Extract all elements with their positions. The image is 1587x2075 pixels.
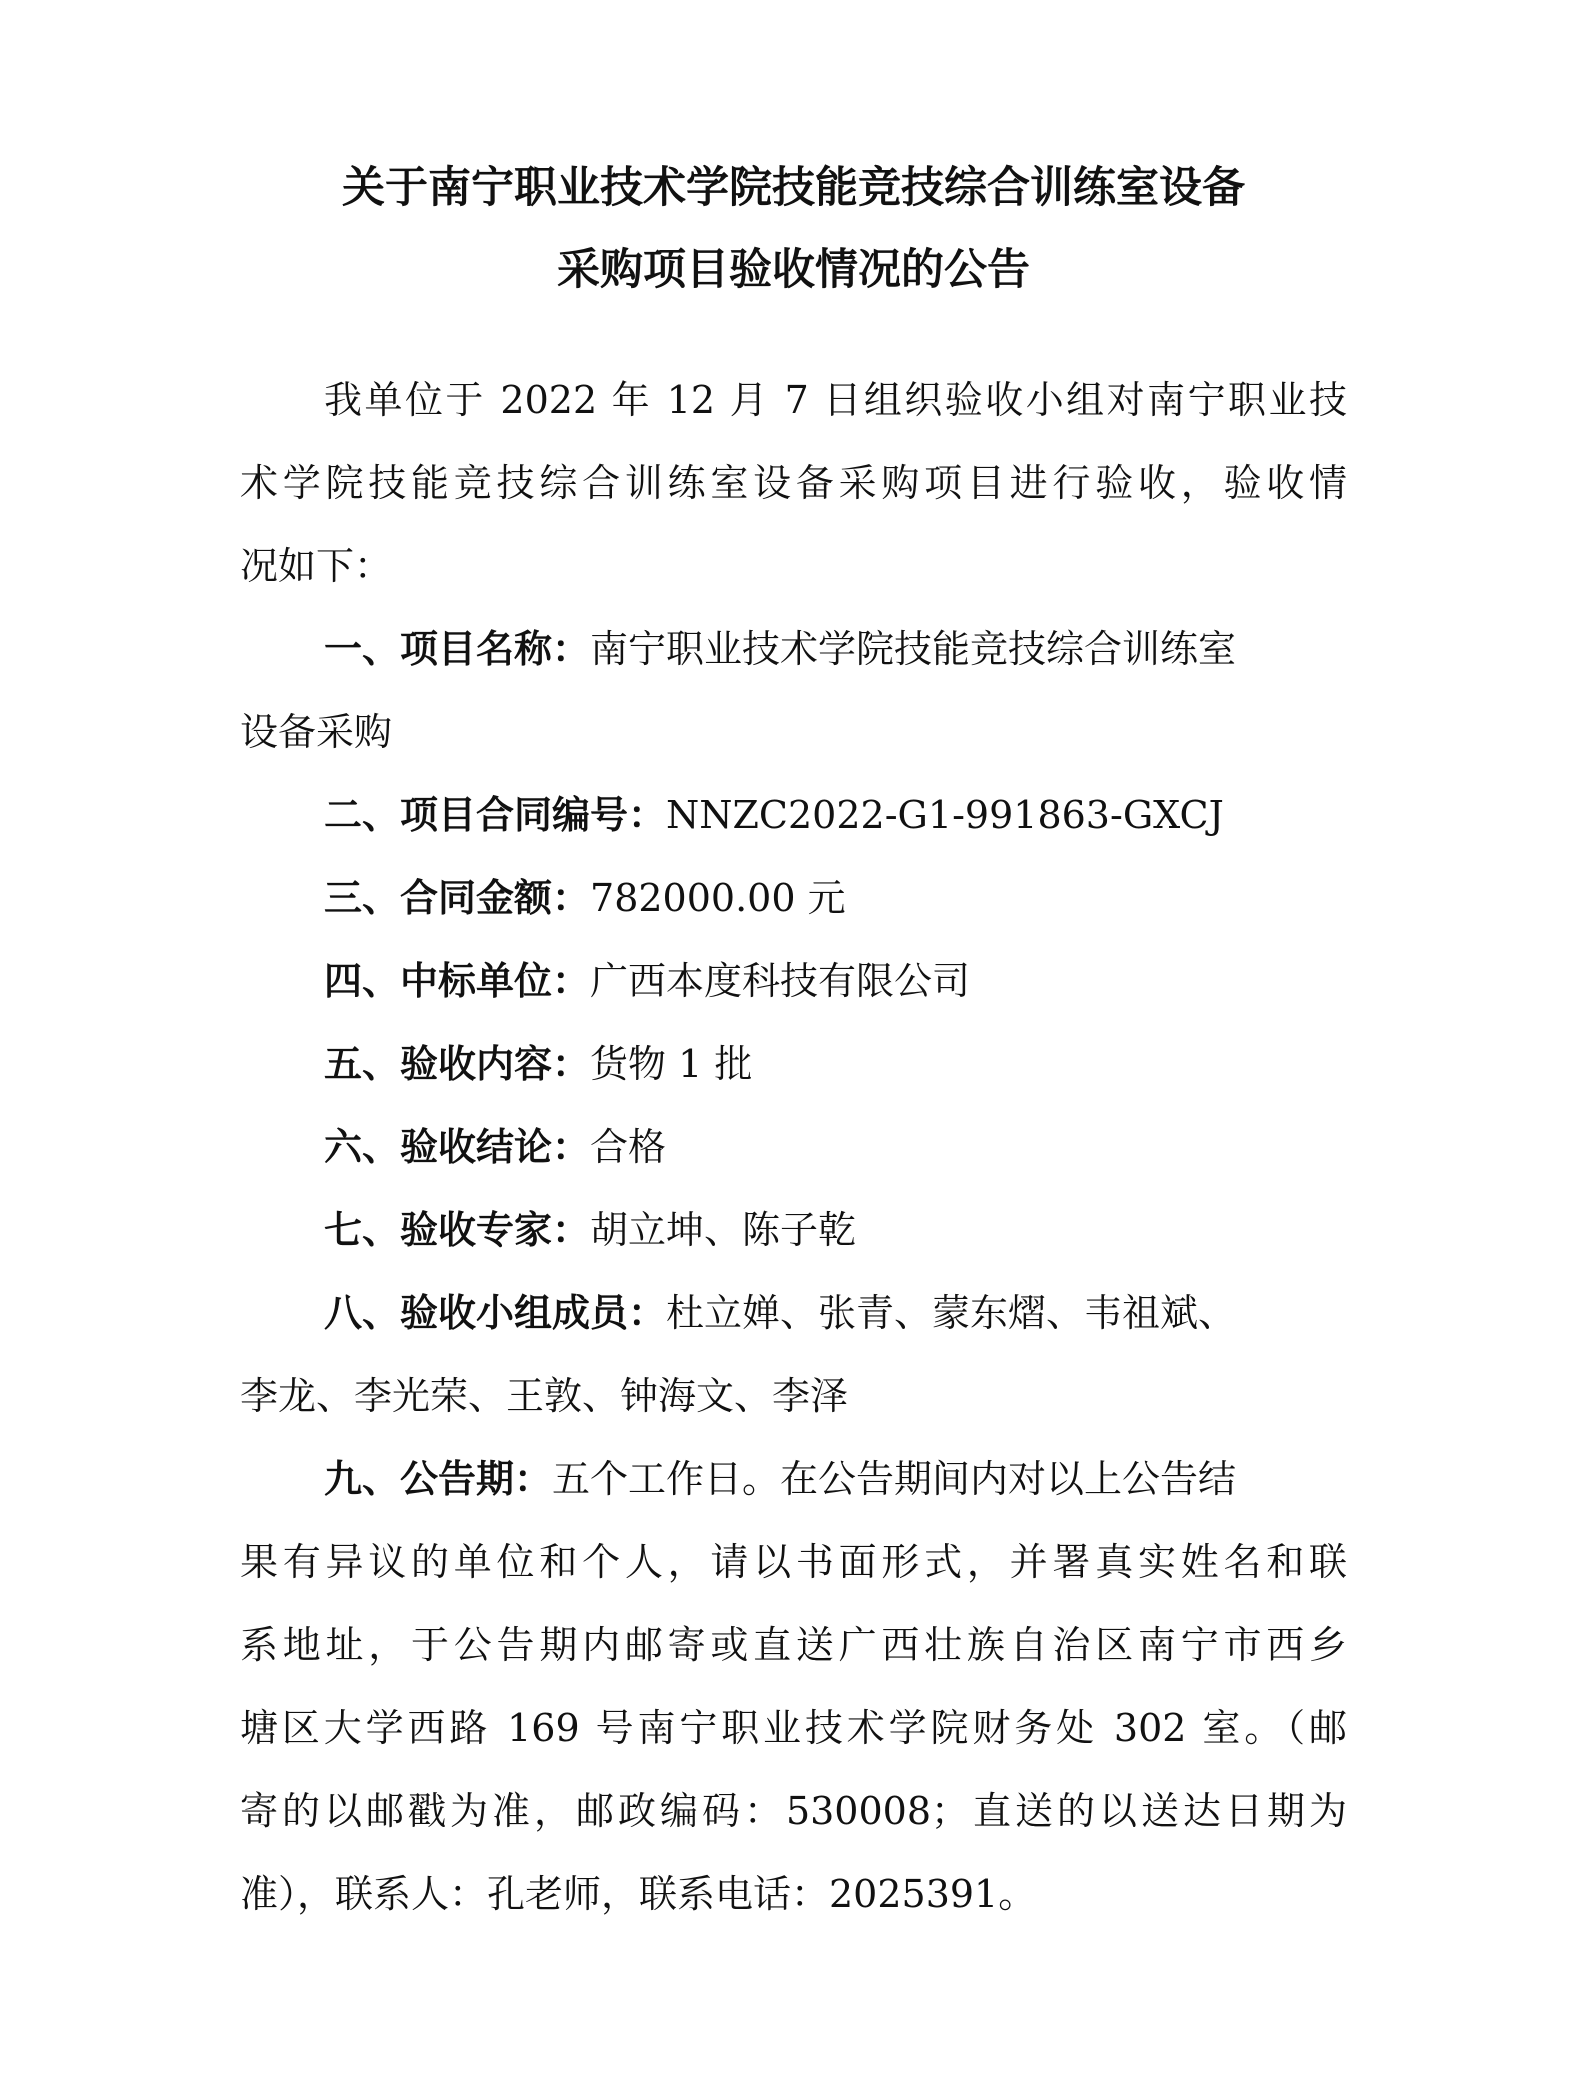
item-label: 九、公告期： <box>324 1457 553 1501</box>
item-acceptance-members <box>324 1283 1236 1343</box>
item-acceptance-experts <box>324 1200 856 1260</box>
intro-paragraph-line: 我单位于 2022 年 12 月 7 日组织验收小组对南宁职业技 <box>324 378 1347 422</box>
item-value: 782000.00 元 <box>590 876 846 920</box>
item-label: 六、验收结论： <box>324 1125 591 1169</box>
item-value: 五个工作日。在公告期间内对以上公告结 <box>552 1457 1237 1501</box>
item-contract-number <box>324 785 1224 845</box>
item-acceptance-members-continued: 李龙、李光荣、王敦、钟海文、李泽 <box>240 1374 849 1418</box>
item-winning-bidder <box>324 951 970 1011</box>
item-value: 南宁职业技术学院技能竞技综合训练室 <box>590 627 1237 671</box>
document-body <box>240 0 1355 2075</box>
item-announcement-period-continued: 果有异议的单位和个人，请以书面形式，并署真实姓名和联 <box>240 1540 1347 1584</box>
item-label: 二、项目合同编号： <box>324 793 667 837</box>
item-value: 合格 <box>590 1125 667 1169</box>
item-label: 七、验收专家： <box>324 1208 591 1252</box>
item-project-name-continued: 设备采购 <box>240 710 393 754</box>
item-value: 广西本度科技有限公司 <box>590 959 971 1003</box>
item-announcement-period-continued: 准），联系人：孔老师，联系电话：2025391。 <box>240 1872 1037 1916</box>
item-announcement-period-continued: 系地址，于公告期内邮寄或直送广西壮族自治区南宁市西乡 <box>240 1623 1347 1667</box>
item-project-name <box>324 619 1347 679</box>
item-label: 八、验收小组成员： <box>324 1291 667 1335</box>
item-value: 杜立婵、张青、蒙东熠、韦祖斌、 <box>666 1291 1237 1335</box>
item-label: 四、中标单位： <box>324 959 591 1003</box>
item-announcement-period <box>324 1449 1236 1509</box>
intro-paragraph-line: 况如下： <box>240 544 393 588</box>
item-value: 胡立坤、陈子乾 <box>590 1208 857 1252</box>
item-announcement-period-continued: 塘区大学西路 169 号南宁职业技术学院财务处 302 室。（邮 <box>240 1706 1347 1750</box>
item-value: 货物 1 批 <box>590 1042 753 1086</box>
item-label: 三、合同金额： <box>324 876 591 920</box>
document-title-line-2: 采购项目验收情况的公告 <box>557 245 1030 295</box>
item-acceptance-content <box>324 1034 752 1094</box>
item-label: 一、项目名称： <box>324 627 591 671</box>
item-value: NNZC2022-G1-991863-GXCJ <box>666 793 1224 837</box>
item-contract-amount <box>324 868 846 928</box>
intro-paragraph-line: 术学院技能竞技综合训练室设备采购项目进行验收，验收情 <box>240 461 1347 505</box>
document-title-line-1: 关于南宁职业技术学院技能竞技综合训练室设备 <box>342 163 1245 213</box>
item-announcement-period-continued: 寄的以邮戳为准，邮政编码：530008；直送的以送达日期为 <box>240 1789 1347 1833</box>
item-acceptance-conclusion <box>324 1117 666 1177</box>
item-label: 五、验收内容： <box>324 1042 591 1086</box>
